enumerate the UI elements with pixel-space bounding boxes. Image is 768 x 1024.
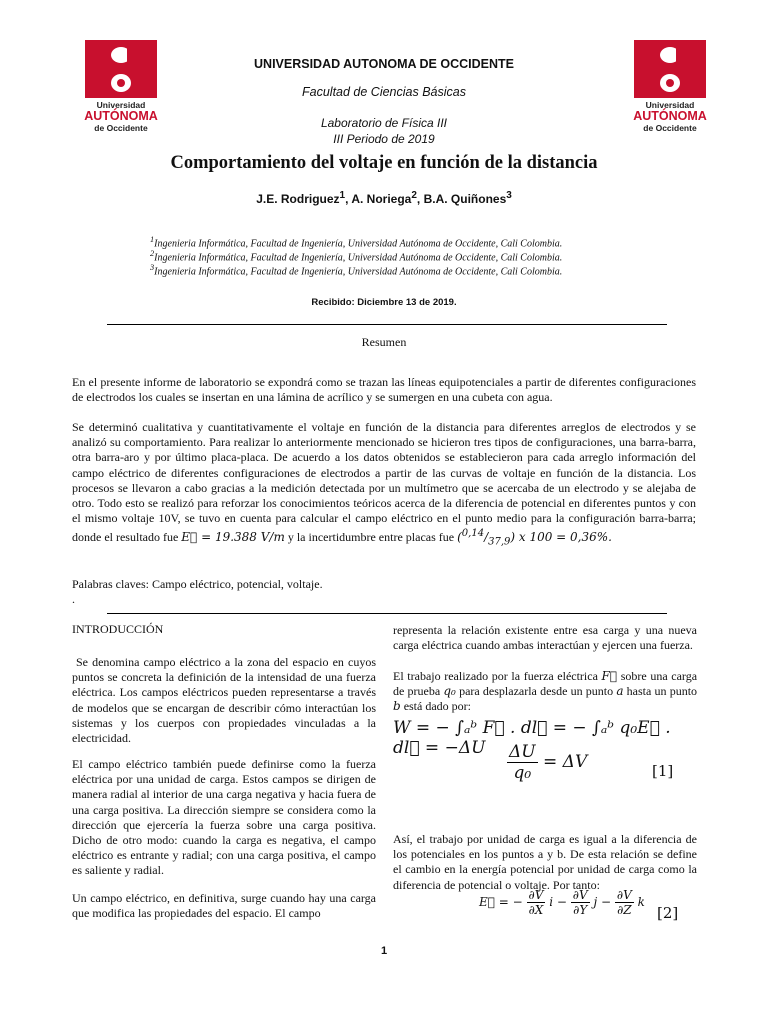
author-sup: 1 bbox=[339, 190, 346, 201]
lab-name: Laboratorio de Física III bbox=[320, 116, 448, 130]
fraction-den: ∂Y bbox=[573, 903, 588, 917]
fraction-den: ∂X bbox=[528, 903, 544, 917]
uncertainty-formula: $(^{0,14}/_{37,9})$ x 100 = 0,36%. bbox=[457, 528, 612, 548]
gradient-lhs: E⃗ = − bbox=[479, 895, 523, 909]
point-b-symbol: b bbox=[393, 699, 401, 714]
paper-title: Comportamiento del voltaje en función de la distancia bbox=[170, 153, 598, 173]
logo-line-2: AUTÓNOMA bbox=[633, 109, 707, 123]
keywords-dot: . bbox=[72, 592, 75, 606]
fraction bbox=[507, 742, 538, 783]
author-sup: 3 bbox=[506, 190, 512, 201]
affiliation-text: Ingenieria Informática, Facultad de Ingeniería, Universidad Autónoma de Occidente, Cali Colombia. bbox=[154, 252, 563, 264]
author-name: A. Noriega bbox=[351, 192, 412, 206]
abstract-paragraph-1: En el presente informe de laboratorio se expondrá como se trazan las líneas equipotenciales a partir de diferentes configuraciones de electrodos los cuales se insertan en una lámina de acrílico y se sumergen en una cubeta con agua. bbox=[72, 375, 696, 405]
right-text: para desplazarla desde un punto bbox=[459, 684, 614, 699]
force-symbol: F⃗ bbox=[601, 669, 618, 683]
logo-line-3: de Occidente bbox=[94, 123, 148, 133]
right-paragraph-1: representa la relación existente entre esa carga y una nueva carga eléctrica cuando ambas interactúan y ejercen una fuerza. bbox=[393, 623, 697, 653]
fraction bbox=[527, 888, 546, 917]
gradient-unit: j − bbox=[593, 895, 612, 909]
divider bbox=[107, 613, 667, 614]
affiliation bbox=[150, 249, 562, 263]
faculty-name: Facultad de Ciencias Básicas bbox=[302, 85, 466, 99]
field-result: E⃗ = 19.388 V/m bbox=[181, 530, 285, 545]
fraction bbox=[571, 888, 590, 917]
right-text: El trabajo realizado por la fuerza eléctrica bbox=[393, 669, 598, 683]
fraction-num: ∂V bbox=[572, 888, 588, 902]
right-paragraph-3: Así, el trabajo por unidad de carga es igual a la diferencia de los potenciales en los puntos a y b. De esta relación se define el cambio en la energía potencial por unidad de carga como la diferencia de potencial o voltaje. Por tanto: bbox=[393, 832, 697, 892]
intro-paragraph-1: Se denomina campo eléctrico a la zona del espacio en cuyos puntos se concreta la definición de la intensidad de una fuerza eléctrica. Los campos eléctricos pueden representarse a través de modelos que se encargan de describir cómo interactúan los sistemas y los cuerpos con propiedades vinculadas a la electricidad. bbox=[72, 655, 376, 746]
fraction-num: ∂V bbox=[528, 888, 544, 902]
right-paragraph-2 bbox=[393, 669, 697, 715]
received-date: Recibido: Diciembre 13 de 2019. bbox=[311, 297, 457, 308]
affiliation-text: Ingenieria Informática, Facultad de Ingeniería, Universidad Autónoma de Occidente, Cali Colombia. bbox=[154, 266, 563, 278]
equation-number: [2] bbox=[657, 904, 679, 922]
equation-number: [1] bbox=[652, 762, 674, 780]
section-heading: INTRODUCCIÓN bbox=[72, 622, 164, 636]
equation-work: W = − ∫ₐᵇ F⃗ . dl⃗ = − ∫ₐᵇ q₀E⃗ . dl⃗ = −ΔU bbox=[393, 718, 671, 758]
page-number: 1 bbox=[380, 945, 388, 957]
keywords: Palabras claves: Campo eléctrico, potencial, voltaje. bbox=[72, 577, 323, 591]
charge-symbol: q₀ bbox=[443, 684, 456, 699]
author-name: B.A. Quiñones bbox=[423, 192, 507, 206]
logo-line-1: Universidad bbox=[96, 100, 146, 110]
affiliation-sup: 3 bbox=[150, 263, 155, 272]
intro-paragraph-3: Un campo eléctrico, en definitiva, surge cuando hay una carga que modifica las propiedades del espacio. El campo bbox=[72, 891, 376, 921]
equation-gradient bbox=[479, 888, 645, 917]
gradient-unit: i − bbox=[549, 895, 567, 909]
abstract-text: y la incertidumbre entre placas fue bbox=[287, 530, 455, 545]
uncertainty-result: x 100 = 0,36%. bbox=[518, 530, 612, 545]
author-sup: 2 bbox=[411, 190, 417, 201]
affiliation bbox=[150, 235, 562, 249]
uncertainty-num: 0,14 bbox=[461, 528, 485, 540]
affiliation bbox=[150, 263, 562, 277]
right-text: sobre una carga de prueba bbox=[393, 669, 698, 699]
period: III Periodo de 2019 bbox=[333, 132, 435, 146]
right-text: hasta un punto bbox=[626, 684, 698, 699]
fraction-num: ΔU bbox=[509, 742, 536, 762]
equation-potential bbox=[507, 742, 587, 783]
fraction-den: q₀ bbox=[513, 763, 532, 783]
author-name: J.E. Rodriguez bbox=[256, 192, 340, 206]
logo-line-1: Universidad bbox=[645, 100, 695, 110]
equation-rhs: = ΔV bbox=[543, 752, 588, 772]
point-a-symbol: a bbox=[616, 684, 624, 699]
abstract-text: Se determinó cualitativa y cuantitativamente el voltaje en función de la distancia para diferentes arreglos de electrodos y se analizó su comportamiento. Para realizar lo anteriormente mencionado se hicieron tres tipos de configuraciones, una barra-barra, otra barra-aro y por último placa-placa. De acuerdo a los datos obtenidos se establecieron para cada arreglo información del campo eléctrico de diferentes configuraciones de electrodos a partir de las curvas de voltaje en función de la distancia. Los procesos se llevaron a cabo gracias a la medición detectada por un multímetro que se acercaba de un electrodo y se alejaba de otro. Todo esto se realizó para reforzar los conocimientos teóricos acerca de la diferencia de potencial en diferentes puntos y con el mismo voltaje 10V, se tuvo en cuenta para calcular el campo eléctrico en el punto medio para la configuración barra-barra; donde el resultado fue bbox=[72, 420, 696, 545]
gradient-unit: k bbox=[637, 895, 645, 909]
fraction-den: ∂Z bbox=[617, 903, 632, 917]
affiliation-sup: 1 bbox=[150, 235, 155, 244]
author-list: J.E. Rodriguez$^1$, A. Noriega$^2$, B.A. Quiñones$^3$ bbox=[256, 190, 512, 206]
uncertainty-den: 37,9 bbox=[488, 536, 511, 548]
logo-line-3: de Occidente bbox=[643, 123, 697, 133]
abstract-heading: Resumen bbox=[361, 335, 407, 349]
affiliation-text: Ingenieria Informática, Facultad de Ingeniería, Universidad Autónoma de Occidente, Cali Colombia. bbox=[154, 238, 563, 250]
intro-paragraph-2: El campo eléctrico también puede definirse como la fuerza eléctrica por una unidad de carga. Estos campos se dirigen de manera radial al interior de una carga negativa y hacia fuera de una carga positiva. La dirección siempre se considera como la dirección que ejercería la fuerza sobre una carga positiva. Dicho de otro modo: cuando la carga es negativa, el campo eléctrico es entrante y radial; con una carga positiva, el campo es saliente y radial. bbox=[72, 757, 376, 878]
university-name: UNIVERSIDAD AUTONOMA DE OCCIDENTE bbox=[254, 57, 514, 71]
abstract-paragraph-2 bbox=[72, 420, 696, 550]
divider bbox=[107, 324, 667, 325]
fraction bbox=[615, 888, 634, 917]
logo-line-2: AUTÓNOMA bbox=[84, 109, 158, 123]
right-text: está dado por: bbox=[403, 699, 471, 714]
affiliation-sup: 2 bbox=[150, 249, 155, 258]
fraction-num: ∂V bbox=[616, 888, 632, 902]
